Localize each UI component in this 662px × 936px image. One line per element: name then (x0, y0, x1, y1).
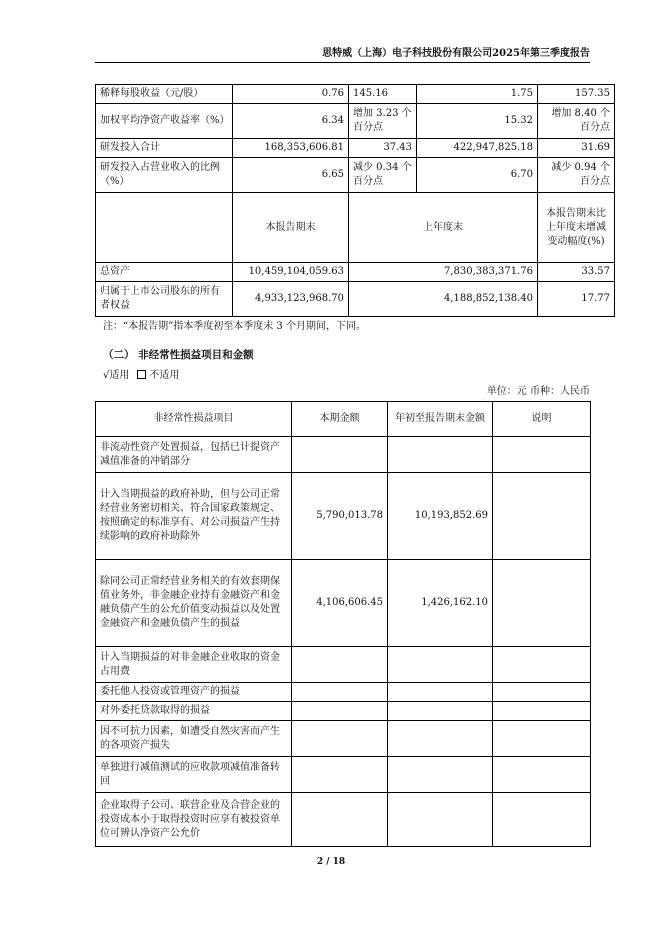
ytd-amount (388, 721, 493, 757)
description (493, 721, 591, 757)
table-row (96, 282, 615, 317)
description (493, 702, 591, 721)
checkbox-icon (137, 370, 146, 379)
item-label: 计入当期损益的政府补助，但与公司正常经营业务密切相关、符合国家政策规定、按照确定的标准享有、对公司损益产生持续影响的政府补助除外 (96, 473, 292, 560)
description (493, 437, 591, 473)
table-row (96, 647, 591, 683)
current-amount: 4,106,606.45 (292, 560, 388, 647)
option-applicable: √适用 (103, 370, 130, 381)
report-header: 思特威（上海）电子科技股份有限公司2025年第三季度报告 (322, 48, 590, 59)
value-cell: 10,459,104,059.63 (233, 263, 349, 282)
description (493, 560, 591, 647)
value-cell: 6.65 (233, 158, 349, 193)
item-label: 因不可抗力因素，如遭受自然灾害而产生的各项资产损失 (96, 721, 292, 757)
value-cell: 37.43 (349, 139, 417, 158)
current-amount (292, 702, 388, 721)
value-cell: 4,933,123,968.70 (233, 282, 349, 317)
item-label: 委托他人投资或管理资产的损益 (96, 683, 292, 702)
value-cell: 增加 8.40 个百分点 (538, 104, 615, 139)
header-last-year-end: 上年度末 (349, 193, 538, 263)
value-cell: 17.77 (538, 282, 615, 317)
value-cell: 减少 0.34 个百分点 (349, 158, 417, 193)
value-cell: 31.69 (538, 139, 615, 158)
item-label: 除同公司正常经营业务相关的有效套期保值业务外，非金融企业持有金融资产和金融负债产生的公允价值变动损益以及处置金融资产和金融负债产生的损益 (96, 560, 292, 647)
non-recurring-items-table (95, 401, 591, 847)
ytd-amount (388, 757, 493, 793)
value-cell: 33.57 (538, 263, 615, 282)
table-row (96, 263, 615, 282)
value-cell: 1.75 (417, 85, 538, 104)
description (493, 647, 591, 683)
table-row (96, 85, 615, 104)
item-label: 企业取得子公司、联营企业及合营企业的投资成本小于取得投资时应享有被投资单位可辨认净资产公允价 (96, 793, 292, 847)
table-row (96, 560, 591, 647)
empty-cell (96, 193, 233, 263)
ytd-amount (388, 793, 493, 847)
description (493, 683, 591, 702)
column-header: 说明 (493, 402, 591, 437)
description (493, 793, 591, 847)
description (493, 473, 591, 560)
row-label: 研发投入合计 (96, 139, 233, 158)
ytd-amount (388, 702, 493, 721)
column-header: 本期金额 (292, 402, 388, 437)
table-row (96, 702, 591, 721)
value-cell: 15.32 (417, 104, 538, 139)
table-row (96, 683, 591, 702)
current-amount (292, 721, 388, 757)
row-label: 加权平均净资产收益率（%） (96, 104, 233, 139)
section-title: （二） 非经常性损益项目和金额 (103, 349, 254, 361)
ytd-amount (388, 647, 493, 683)
header-rule (95, 62, 590, 63)
value-cell: 7,830,383,371.76 (349, 263, 538, 282)
header-row (96, 402, 591, 437)
subheader-row (96, 193, 615, 263)
row-label: 稀释每股收益（元/股） (96, 85, 233, 104)
value-cell: 168,353,606.81 (233, 139, 349, 158)
column-header: 年初至报告期末金额 (388, 402, 493, 437)
table-row (96, 139, 615, 158)
value-cell: 0.76 (233, 85, 349, 104)
value-cell: 增加 3.23 个百分点 (349, 104, 417, 139)
value-cell: 4,188,852,138.40 (349, 282, 538, 317)
row-label: 归属于上市公司股东的所有者权益 (96, 282, 233, 317)
unit-label: 单位：元 币种：人民币 (486, 386, 590, 397)
row-label: 研发投入占营业收入的比例（%） (96, 158, 233, 193)
ytd-amount: 10,193,852.69 (388, 473, 493, 560)
value-cell: 6.70 (417, 158, 538, 193)
current-amount: 5,790,013.78 (292, 473, 388, 560)
current-amount (292, 757, 388, 793)
item-label: 非流动性资产处置损益，包括已计提资产减值准备的冲销部分 (96, 437, 292, 473)
current-amount (292, 647, 388, 683)
financial-indicators-table (95, 84, 615, 317)
column-header: 非经常性损益项目 (96, 402, 292, 437)
value-cell: 145.16 (349, 85, 417, 104)
table-row (96, 473, 591, 560)
value-cell: 422,947,825.18 (417, 139, 538, 158)
item-label: 对外委托贷款取得的损益 (96, 702, 292, 721)
item-label: 计入当期损益的对非金融企业收取的资金占用费 (96, 647, 292, 683)
ytd-amount (388, 437, 493, 473)
page-number: 2 / 18 (316, 857, 346, 867)
table-row (96, 757, 591, 793)
current-amount (292, 793, 388, 847)
value-cell: 减少 0.94 个百分点 (538, 158, 615, 193)
current-amount (292, 683, 388, 702)
table-row (96, 104, 615, 139)
header-period-end: 本报告期末 (233, 193, 349, 263)
applicability-options (103, 369, 179, 383)
table-note: 注：“本报告期”指本季度初至本季度末 3 个月期间，下同。 (103, 321, 366, 332)
table-row (96, 437, 591, 473)
ytd-amount: 1,426,162.10 (388, 560, 493, 647)
current-amount (292, 437, 388, 473)
value-cell: 6.34 (233, 104, 349, 139)
row-label: 总资产 (96, 263, 233, 282)
table-row (96, 721, 591, 757)
header-change-pct: 本报告期末比上年度末增减变动幅度(%) (538, 193, 615, 263)
value-cell: 157.35 (538, 85, 615, 104)
table-row (96, 158, 615, 193)
option-not-applicable: 不适用 (149, 370, 180, 381)
ytd-amount (388, 683, 493, 702)
item-label: 单独进行减值测试的应收款项减值准备转回 (96, 757, 292, 793)
description (493, 757, 591, 793)
table-row (96, 793, 591, 847)
